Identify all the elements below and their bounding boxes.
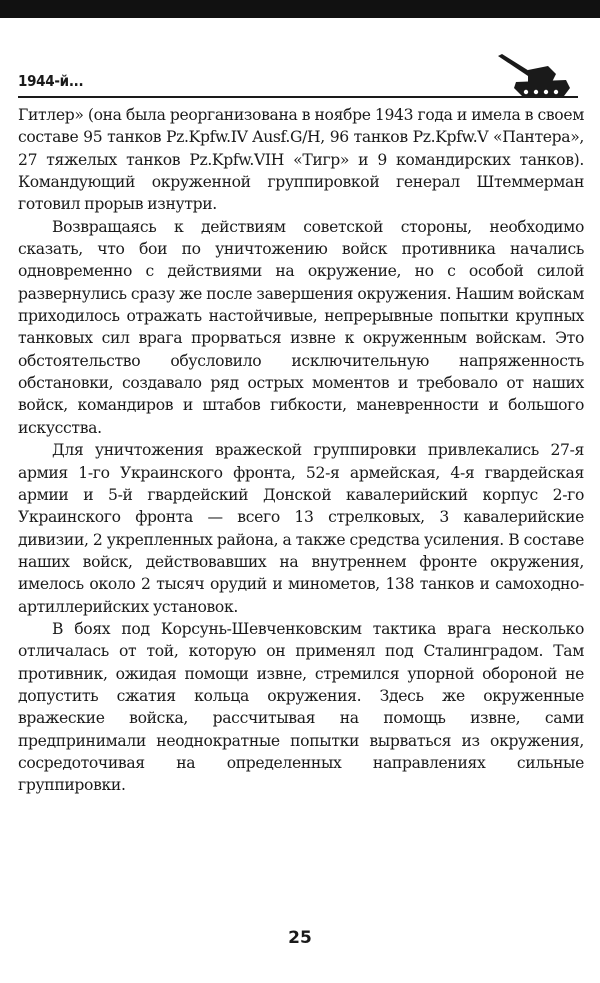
- paragraph-4: В боях под Корсунь-Шевченковским тактика врага несколько отличалась от той, которую он применял под Сталинградом. Там противник, ожидая помощи извне, стремился упорной обороной не допустить сжатия кольца окружения. Здесь же окруженные вражеские войска, рассчитывая на помощь извне, сами предпринимали неоднократные попытки вырваться из окружения, сосредоточивая на определенных направлениях сильные группировки.: [18, 619, 584, 795]
- body-text: [18, 104, 584, 797]
- header-rule: [18, 96, 578, 98]
- page-number: 25: [288, 928, 312, 948]
- running-head: 1944-й...: [18, 72, 84, 90]
- tank-icon: [494, 52, 572, 98]
- paragraph-1: Гитлер» (она была реорганизована в ноябре 1943 года и имела в своем составе 95 танков Pz.Kpfw.IV Ausf.G/H, 96 танков Pz.Kpfw.V «Пантера», 27 тяжелых танков Pz.Kpfw.VIH «Тигр» и 9 командирских танков). Командующий окруженной группировкой генерал Штеммерман готовил прорыв изнутри.: [18, 106, 584, 214]
- top-edge-bar: [0, 0, 600, 18]
- paragraph-2: Возвращаясь к действиям советской стороны, необходимо сказать, что бои по уничтожению войск противника начались одновременно с действиями на окружение, но с особой силой развернулись сразу же после завершения окружения. Нашим войскам приходилось отражать настойчивые, непрерывные попытки крупных танковых сил врага прорваться извне к окруженным войскам. Это обстоятельство обусловило исключительную напряженность обстановки, создавало ряд острых моментов и требовало от наших войск, командиров и штабов гибкости, маневренности и большого искусства.: [18, 217, 584, 437]
- paragraph-3: Для уничтожения вражеской группировки привлекались 27-я армия 1-го Украинского фронта, 52-я армейская, 4-я гвардейская армии и 5-й гвардейский Донской кавалерийский корпус 2-го Украинского фронта — всего 13 стрелковых, 3 кавалерийские дивизии, 2 укрепленных района, а также средства усиления. В составе наших войск, действовавших на внутреннем фронте окружения, имелось около 2 тысяч орудий и минометов, 138 танков и самоходно-артиллерийских установок.: [18, 441, 584, 616]
